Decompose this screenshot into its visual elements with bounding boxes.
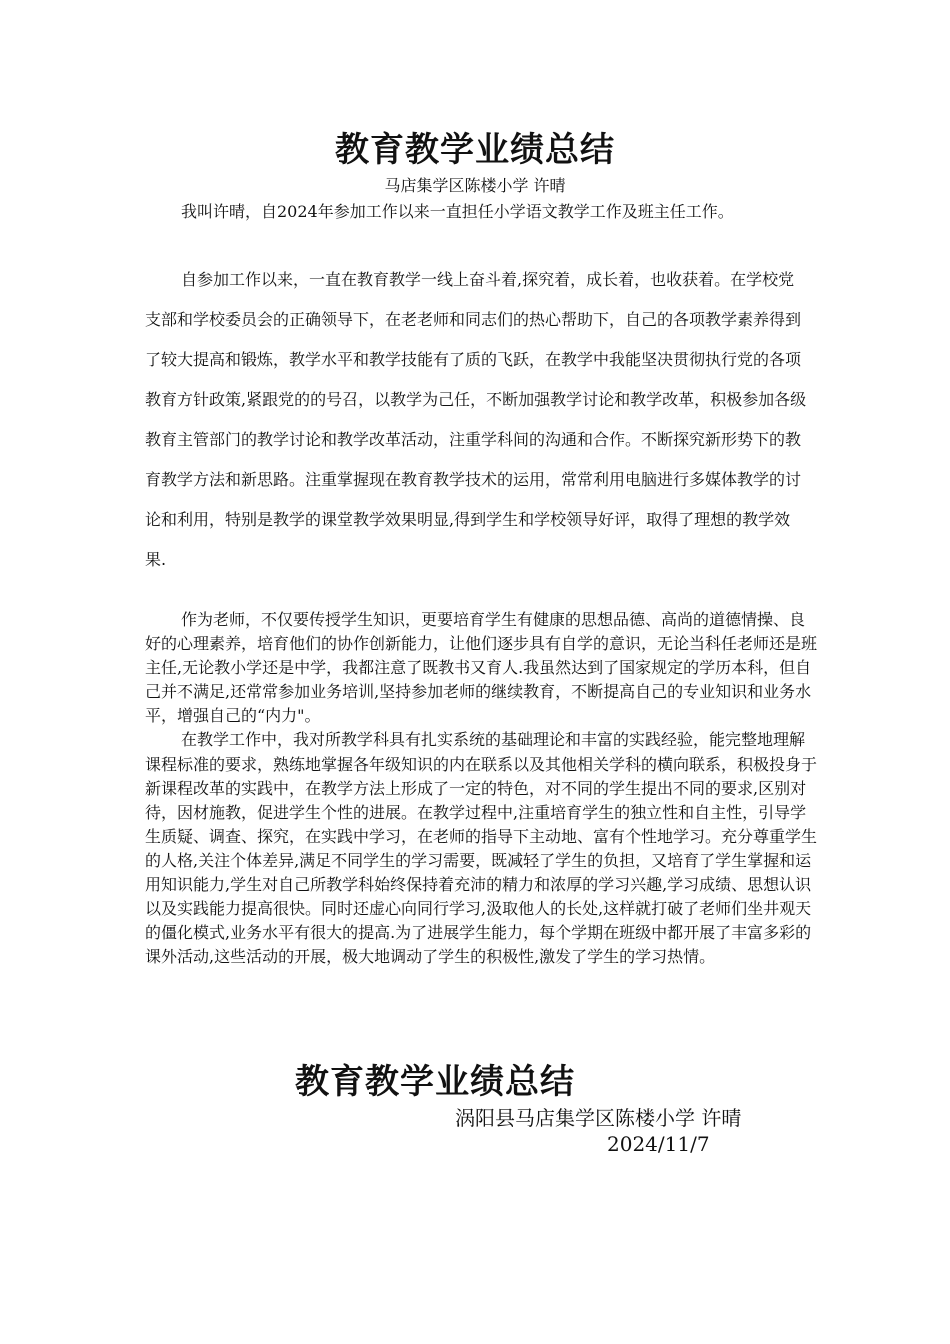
- body-text: [145, 608, 820, 969]
- intro-paragraph: 我叫许晴，自2024年参加工作以来一直担任小学语文教学工作及班主任工作。: [181, 202, 734, 221]
- paragraph-teaching-work: 在教学工作中，我对所教学科具有扎实系统的基础理论和丰富的实践经验，能完整地理解课程标准的要求，熟练地掌握各年级知识的内在联系以及其他相关学科的横向联系，积极投身于新课程改革的实践中，在教学方法上形成了一定的特色，对不同的学生提出不同的要求,区别对待，因材施教，促进学生个性的进展。在教学过程中,注重培育学生的独立性和自主性，引导学生质疑、调查、探究，在实践中学习，在老师的指导下主动地、富有个性地学习。充分尊重学生的人格,关注个体差异,满足不同学生的学习需要，既减轻了学生的负担，又培育了学生掌握和运用知识能力,学生对自己所教学科始终保持着充沛的精力和浓厚的学习兴趣,学习成绩、思想认识以及实践能力提高很快。同时还虚心向同行学习,汲取他人的长处,这样就打破了老师们坐井观天的僵化模式,业务水平有很大的提高.为了进展学生能力，每个学期在班级中都开展了丰富多彩的课外活动,这些活动的开展，极大地调动了学生的积极性,激发了学生的学习热情。: [145, 730, 818, 967]
- document-title: 教育教学业绩总结: [335, 130, 615, 170]
- paragraph-work-overview: 自参加工作以来，一直在教育教学一线上奋斗着,探究着，成长着，也收获着。在学校党支部和学校委员会的正确领导下，在老老师和同志们的热心帮助下，自己的各项教学素养得到了较大提高和锻炼，教学水平和教学技能有了质的飞跃，在教学中我能坚决贯彻执行党的各项教育方针政策,紧跟党的的号召，以教学为己任，不断加强教学讨论和教学改革，积极参加各级教育主管部门的教学讨论和教学改革活动，注重学科间的沟通和合作。不断探究新形势下的教育教学方法和新思路。注重掌握现在教育教学技术的运用，常常利用电脑进行多媒体教学的讨论和利用，特别是教学的课堂教学效果明显,得到学生和学校领导好评，取得了理想的教学效果.: [145, 270, 807, 569]
- paragraph-teacher-role: 作为老师，不仅要传授学生知识，更要培育学生有健康的思想品德、高尚的道德情操、良好的心理素养，培育他们的协作创新能力，让他们逐步具有自学的意识，无论当科任老师还是班主任,无论教小学还是中学，我都注意了既教书又育人.我虽然达到了国家规定的学历本科，但自己并不满足,还常常参加业务培训,坚持参加老师的继续教育，不断提高自己的专业知识和业务水平，增强自己的“内力"。: [145, 610, 818, 726]
- footer-byline: 涡阳县马店集学区陈楼小学 许晴: [455, 1106, 742, 1130]
- footer-date: 2024/11/7: [607, 1132, 710, 1156]
- author-byline: 马店集学区陈楼小学 许晴: [384, 176, 566, 195]
- footer-title: 教育教学业绩总结: [295, 1062, 575, 1102]
